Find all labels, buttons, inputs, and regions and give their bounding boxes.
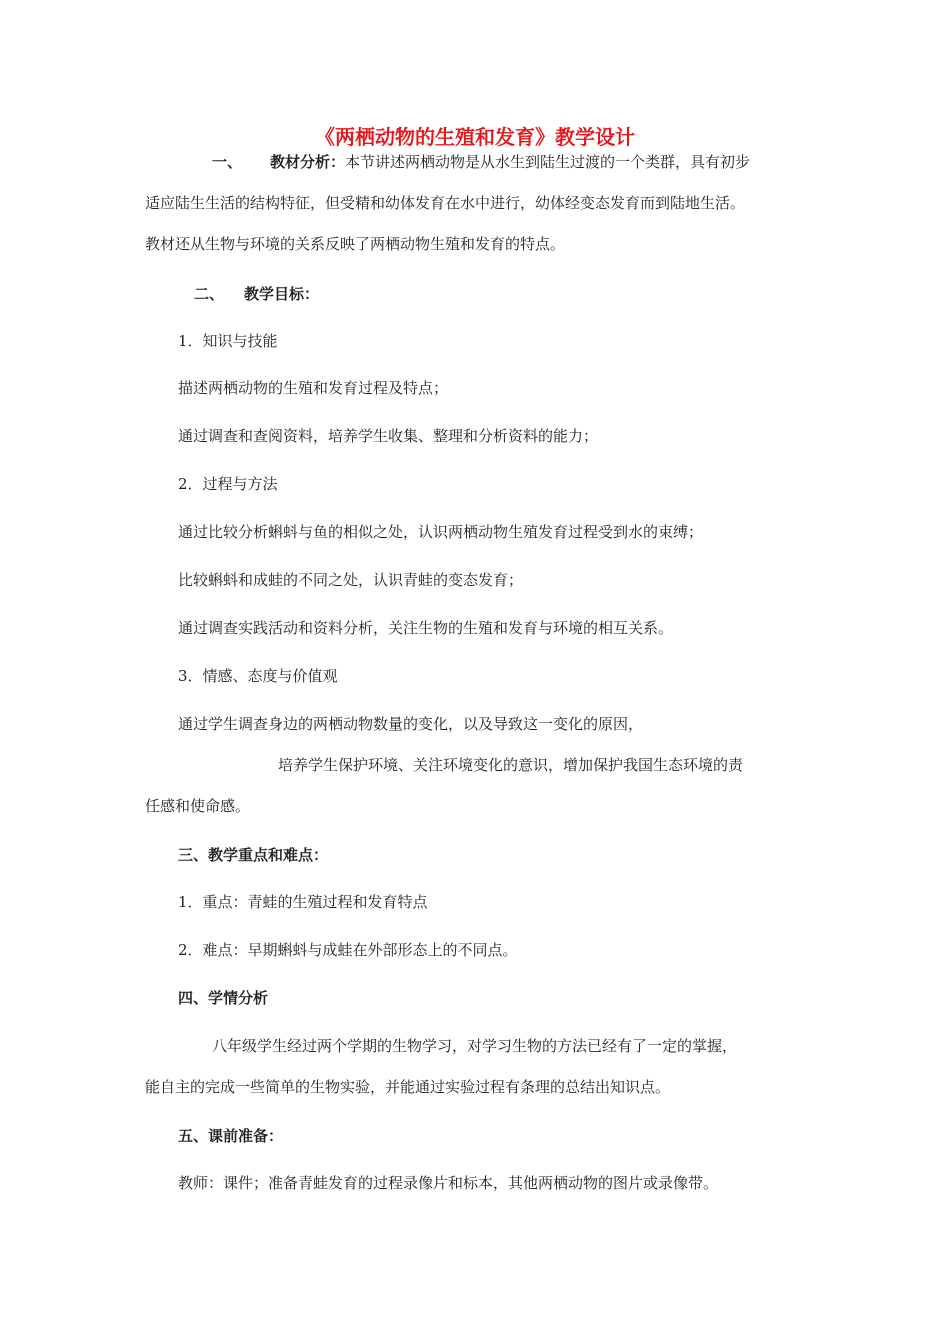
section1-line1 xyxy=(212,152,750,172)
section3-item-2: 2．难点：早期蝌蚪与成蛙在外部形态上的不同点。 xyxy=(178,941,518,959)
section2-sub3-line-1: 通过学生调查身边的两栖动物数量的变化，以及导致这一变化的原因， xyxy=(178,715,644,733)
section4-line-2: 能自主的完成一些简单的生物实验，并能通过实验过程有条理的总结出知识点。 xyxy=(145,1078,671,1096)
section1-text-2: 适应陆生生活的结构特征，但受精和幼体发育在水中进行，幼体经变态发育而到陆地生活。 xyxy=(145,194,746,212)
section5-line-1: 教师：课件；准备青蛙发育的过程录像片和标本，其他两栖动物的图片或录像带。 xyxy=(178,1174,719,1192)
section2-sub2-item-1: 通过比较分析蝌蚪与鱼的相似之处，认识两栖动物生殖发育过程受到水的束缚； xyxy=(178,523,704,541)
section2-sub2-item-2: 比较蝌蚪和成蛙的不同之处，认识青蛙的变态发育； xyxy=(178,571,524,589)
section2-sub3-line-2: 培养学生保护环境、关注环境变化的意识，增加保护我国生态环境的责 xyxy=(278,756,744,774)
section2-sub2-item-3: 通过调查实践活动和资料分析，关注生物的生殖和发育与环境的相互关系。 xyxy=(178,619,674,637)
section4-line-1: 八年级学生经过两个学期的生物学习，对学习生物的方法已经有了一定的掌握， xyxy=(212,1037,738,1055)
section1-text-1: 本节讲述两栖动物是从水生到陆生过渡的一个类群，具有初步 xyxy=(345,153,751,171)
section1-heading: 教材分析： xyxy=(270,153,346,171)
section2-sub2-title: 2．过程与方法 xyxy=(178,475,278,493)
section4-heading: 四、学情分析 xyxy=(178,989,269,1007)
section5-heading: 五、课前准备： xyxy=(178,1127,284,1145)
section2-sub1-item-2: 通过调查和查阅资料，培养学生收集、整理和分析资料的能力； xyxy=(178,427,599,445)
document-title: 《两栖动物的生殖和发育》教学设计 xyxy=(315,125,635,149)
section1-number: 一、 xyxy=(212,153,243,171)
section2-sub3-title: 3．情感、态度与价值观 xyxy=(178,667,338,685)
section2-sub3-line-3: 任感和使命感。 xyxy=(145,797,251,815)
section3-item-1: 1．重点：青蛙的生殖过程和发育特点 xyxy=(178,893,428,911)
section3-heading: 三、教学重点和难点： xyxy=(178,846,329,864)
section2-number: 二、 xyxy=(194,285,225,303)
section1-text-3: 教材还从生物与环境的关系反映了两栖动物生殖和发育的特点。 xyxy=(145,235,566,253)
section2-heading-line xyxy=(194,284,319,304)
section2-heading: 教学目标： xyxy=(244,285,320,303)
section2-sub1-item-1: 描述两栖动物的生殖和发育过程及特点； xyxy=(178,379,449,397)
section2-sub1-title: 1．知识与技能 xyxy=(178,332,278,350)
